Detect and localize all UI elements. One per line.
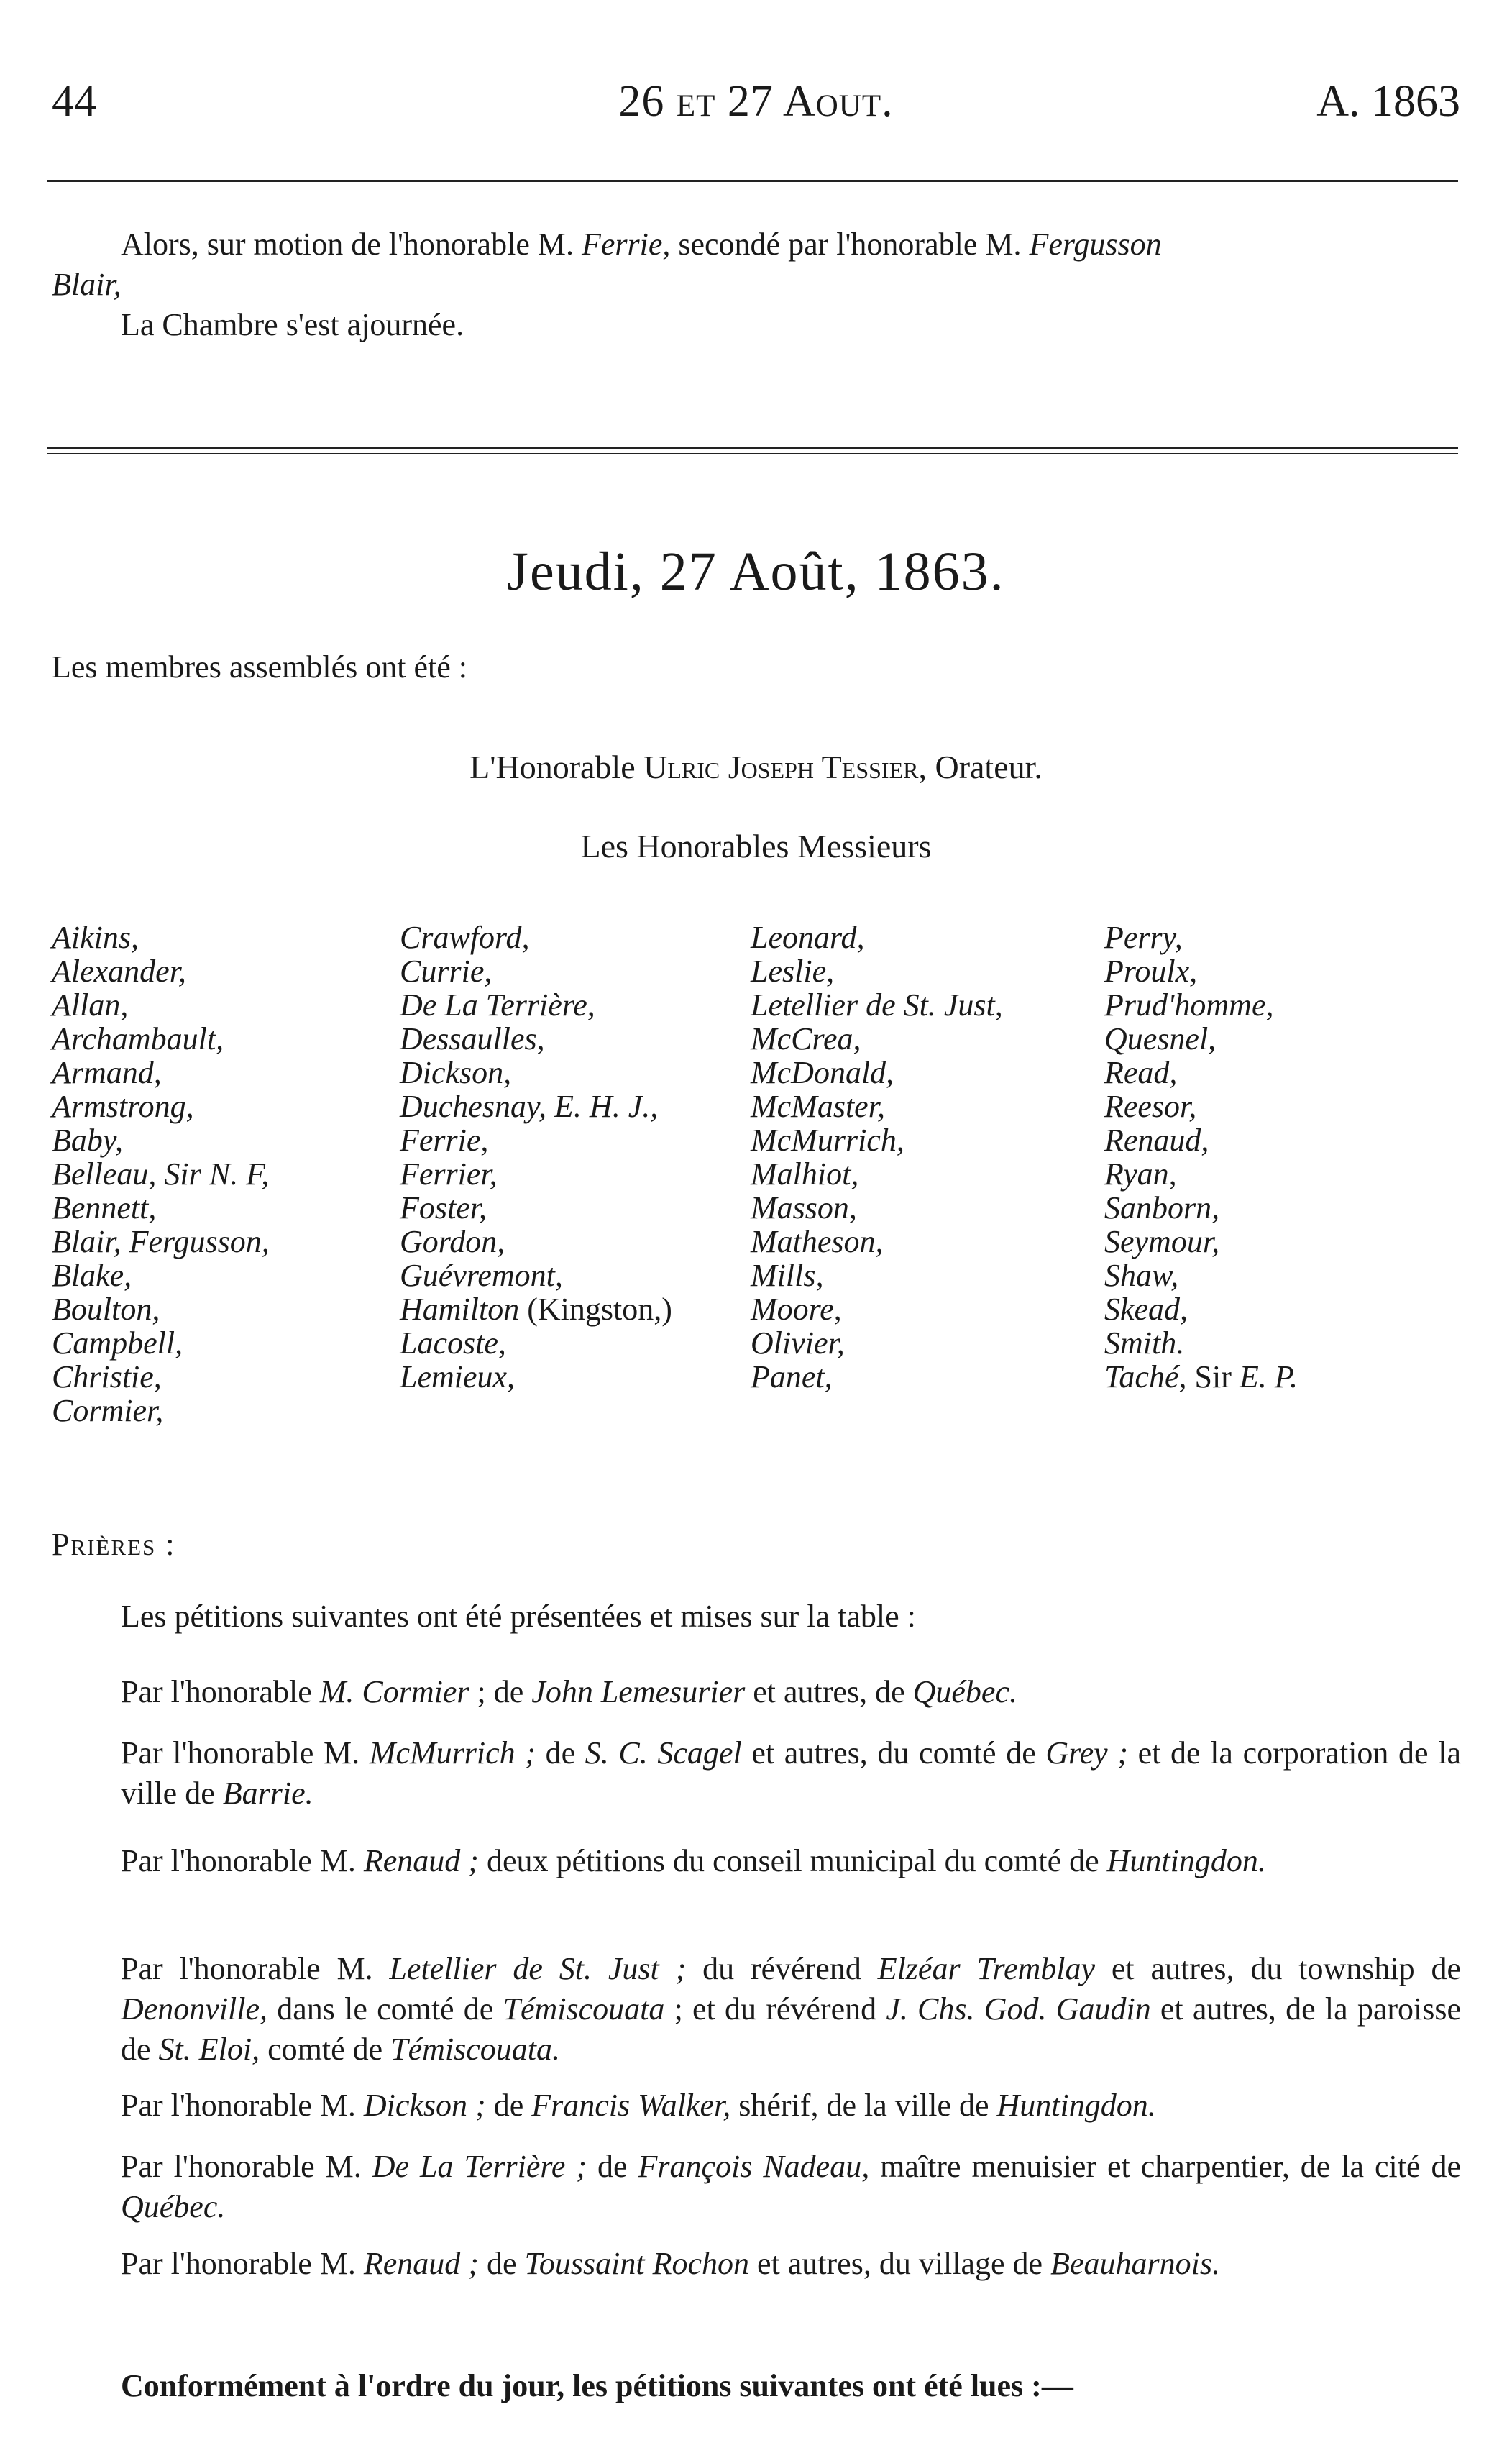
- adjournment-blair: Blair,: [52, 267, 122, 302]
- petitions-intro: Les pétitions suivantes ont été présentées et mises sur la table :: [121, 1599, 916, 1634]
- member-name: Quesnel,: [1104, 1021, 1217, 1056]
- member-name: De La Terrière,: [400, 987, 595, 1023]
- member-name: Read,: [1104, 1055, 1178, 1090]
- member-name: Blake,: [52, 1258, 132, 1293]
- member-name: Proulx,: [1104, 954, 1198, 989]
- member-name: Blair, Fergusson,: [52, 1224, 270, 1259]
- adjournment-line: La Chambre s'est ajournée.: [121, 307, 464, 342]
- page-date-header: 26 et 27 Aout.: [618, 77, 894, 126]
- members-column-3: [751, 921, 1003, 1394]
- member-name: Archambault,: [52, 1021, 224, 1056]
- petition-cormier: Par l'honorable M. Cormier ; de John Lemesurier et autres, de Québec.: [121, 1674, 1017, 1709]
- member-name: Dickson,: [400, 1055, 512, 1090]
- member-name: Panet,: [751, 1359, 833, 1394]
- member-name: Seymour,: [1104, 1224, 1220, 1259]
- member-name: McCrea,: [751, 1021, 861, 1056]
- member-name: Alexander,: [52, 954, 186, 989]
- member-name: Lemieux,: [400, 1359, 516, 1394]
- member-name: Ryan,: [1104, 1156, 1177, 1192]
- member-name: Currie,: [400, 954, 492, 989]
- prieres-heading: Prières :: [52, 1527, 176, 1562]
- member-name: Leonard,: [751, 920, 865, 955]
- members-column-4: [1104, 921, 1298, 1394]
- member-name: Armstrong,: [52, 1089, 194, 1124]
- member-name: Foster,: [400, 1190, 487, 1225]
- member-name: Baby,: [52, 1123, 123, 1158]
- member-name: Aikins,: [52, 920, 139, 955]
- honorables-heading: Les Honorables Messieurs: [580, 828, 932, 864]
- member-name: Masson,: [751, 1190, 857, 1225]
- member-name: Duchesnay, E. H. J.,: [400, 1089, 659, 1124]
- member-name-hamilton: Hamilton (Kingston,): [400, 1292, 672, 1327]
- member-name: Lacoste,: [400, 1325, 506, 1361]
- section-rule-thin: [47, 453, 1458, 454]
- header-rule: [47, 180, 1458, 182]
- member-name: Reesor,: [1104, 1089, 1197, 1124]
- member-name-tache: Taché, Sir E. P.: [1104, 1359, 1298, 1394]
- member-name: Olivier,: [751, 1325, 845, 1361]
- member-name: Christie,: [52, 1359, 162, 1394]
- member-name: Malhiot,: [751, 1156, 859, 1192]
- member-name: Allan,: [52, 987, 129, 1023]
- member-name: McMurrich,: [751, 1123, 904, 1158]
- member-name: Ferrie,: [400, 1123, 489, 1158]
- petition-renaud-huntingdon: Par l'honorable M. Renaud ; deux pétitions du conseil municipal du comté de Huntingdon.: [121, 1843, 1266, 1878]
- member-name: Mills,: [751, 1258, 824, 1293]
- petition-dickson: Par l'honorable M. Dickson ; de Francis Walker, shérif, de la ville de Huntingdon.: [121, 2088, 1156, 2123]
- member-name: Shaw,: [1104, 1258, 1179, 1293]
- section-rule: [47, 447, 1458, 449]
- member-name: Crawford,: [400, 920, 530, 955]
- member-name: Prud'homme,: [1104, 987, 1274, 1023]
- member-name: Letellier de St. Just,: [751, 987, 1003, 1023]
- petition-mcmurrich: Par l'honorable M. McMurrich ; de S. C. Scagel et autres, du comté de Grey ; et de la corporation de la ville de Barrie.: [121, 1735, 1461, 1811]
- member-name: Ferrier,: [400, 1156, 498, 1192]
- member-name: Dessaulles,: [400, 1021, 545, 1056]
- petition-letellier: Par l'honorable M. Letellier de St. Just ; du révérend Elzéar Tremblay et autres, du township de Denonville, dans le comté de Témiscouata ; et du révérend J. Chs. God. Gaudin et autres, de la paroisse de St. Eloi, comté de Témiscouata.: [121, 1951, 1462, 2067]
- adjournment-motion: Alors, sur motion de l'honorable M. Ferrie, secondé par l'honorable M. Fergusson: [121, 227, 1162, 262]
- member-name: Moore,: [751, 1292, 842, 1327]
- member-name: Boulton,: [52, 1292, 160, 1327]
- members-column-2: [400, 921, 672, 1394]
- member-name: Campbell,: [52, 1325, 183, 1361]
- member-name: Perry,: [1104, 920, 1183, 955]
- member-name: McDonald,: [751, 1055, 894, 1090]
- member-name: Gordon,: [400, 1224, 505, 1259]
- member-name: Bennett,: [52, 1190, 157, 1225]
- members-column-1: [52, 921, 270, 1428]
- order-of-day: Conformément à l'ordre du jour, les pétitions suivantes ont été lues :—: [121, 2368, 1073, 2403]
- day-heading: Jeudi, 27 Août, 1863.: [507, 542, 1005, 602]
- member-name: Armand,: [52, 1055, 162, 1090]
- member-name: McMaster,: [751, 1089, 885, 1124]
- assembled-line: Les membres assemblés ont été :: [52, 649, 467, 685]
- page-number: 44: [52, 77, 96, 126]
- member-name: Renaud,: [1104, 1123, 1209, 1158]
- member-name: Smith.: [1104, 1325, 1185, 1361]
- member-name: Matheson,: [751, 1224, 884, 1259]
- petition-renaud-beauharnois: Par l'honorable M. Renaud ; de Toussaint Rochon et autres, du village de Beauharnois.: [121, 2246, 1220, 2281]
- member-name: Belleau, Sir N. F,: [52, 1156, 270, 1192]
- petition-de-la-terriere: Par l'honorable M. De La Terrière ; de François Nadeau, maître menuisier et charpentier, de la cité de Québec.: [121, 2149, 1461, 2224]
- member-name: Skead,: [1104, 1292, 1188, 1327]
- speaker-line: L'Honorable Ulric Joseph Tessier, Orateur.: [469, 749, 1043, 785]
- volume-year: A. 1863: [1316, 77, 1460, 126]
- member-name: Leslie,: [751, 954, 835, 989]
- member-name: Guévremont,: [400, 1258, 563, 1293]
- member-name: Cormier,: [52, 1393, 164, 1428]
- member-name: Sanborn,: [1104, 1190, 1220, 1225]
